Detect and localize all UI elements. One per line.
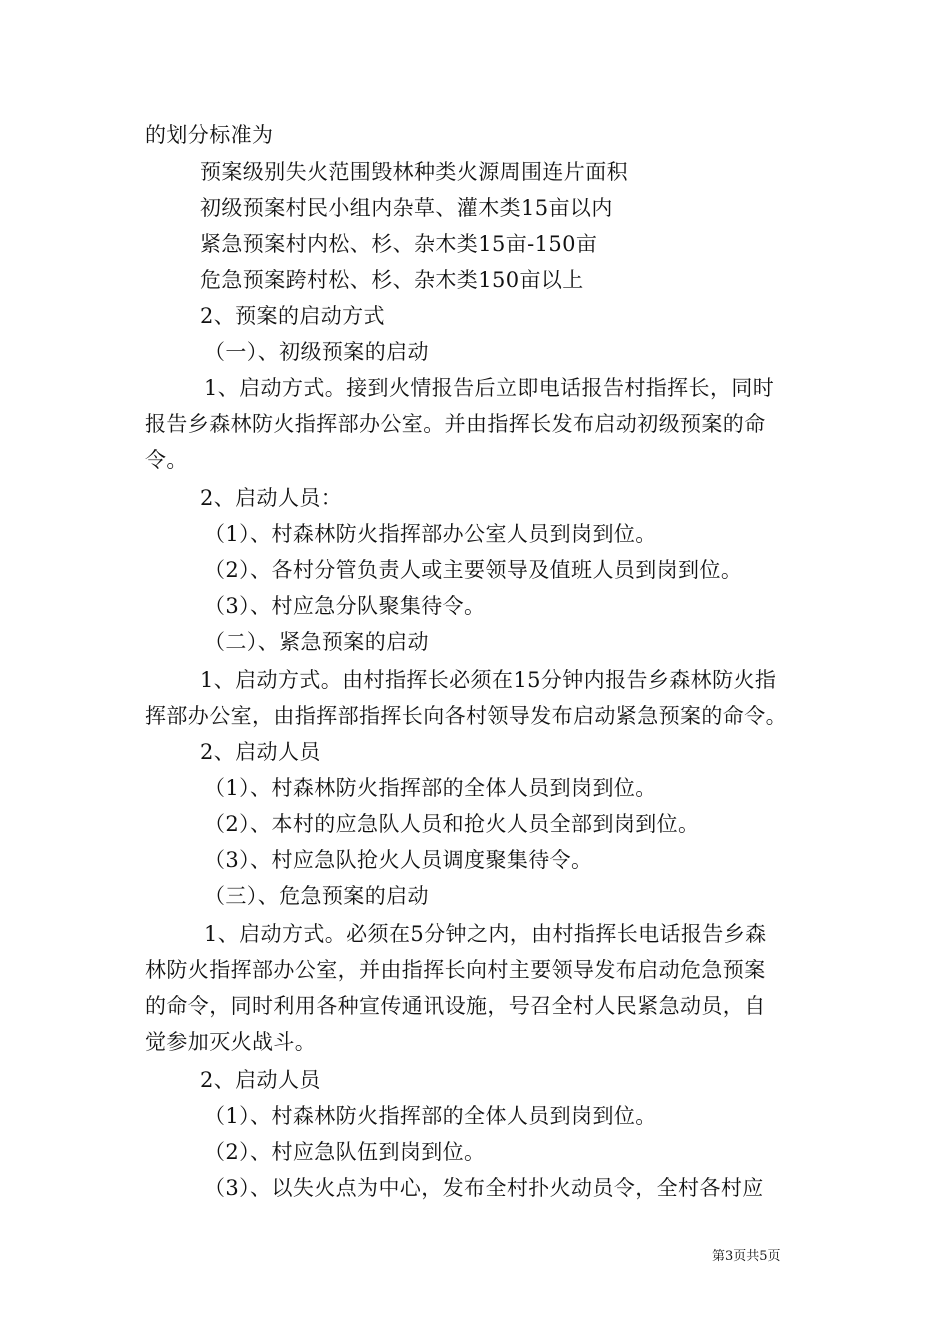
text-line: 1、启动方式。接到火情报告后立即电话报告村指挥长，同时 (204, 376, 775, 400)
text-line: 紧急预案村内松、杉、杂木类15亩-150亩 (200, 232, 598, 256)
text-line: （一）、初级预案的启动 (204, 340, 429, 364)
text-line: 的命令，同时利用各种宣传通讯设施，号召全村人民紧急动员，自 (145, 994, 766, 1018)
text-line: （2）、各村分管负责人或主要领导及值班人员到岗到位。 (204, 558, 743, 582)
text-line: （2）、本村的应急队人员和抢火人员全部到岗到位。 (204, 812, 700, 836)
text-line: 2、启动人员 (200, 1068, 321, 1092)
text-line: 觉参加灭火战斗。 (145, 1030, 317, 1054)
text-line: （三）、危急预案的启动 (204, 884, 429, 908)
text-line: （1）、村森林防火指挥部的全体人员到岗到位。 (204, 776, 657, 800)
text-line: （2）、村应急队伍到岗到位。 (204, 1140, 486, 1164)
text-line: 挥部办公室，由指挥部指挥长向各村领导发布启动紧急预案的命令。 (145, 704, 787, 728)
text-line: （二）、紧急预案的启动 (204, 630, 429, 654)
text-line: 的划分标准为 (145, 123, 274, 147)
text-line: （1）、村森林防火指挥部的全体人员到岗到位。 (204, 1104, 657, 1128)
text-line: 2、启动人员 (200, 740, 321, 764)
text-line: （3）、村应急队抢火人员调度聚集待令。 (204, 848, 593, 872)
text-line: 2、启动人员： (200, 486, 343, 510)
text-line: 预案级别失火范围毁林种类火源周围连片面积 (200, 160, 628, 184)
text-line: （3）、村应急分队聚集待令。 (204, 594, 486, 618)
text-line: （3）、以失火点为中心，发布全村扑火动员令，全村各村应 (204, 1176, 764, 1200)
text-line: 初级预案村民小组内杂草、灌木类15亩以内 (200, 196, 613, 220)
text-line: （1）、村森林防火指挥部办公室人员到岗到位。 (204, 522, 657, 546)
page-number: 第3页共5页 (712, 1249, 781, 1264)
text-line: 报告乡森林防火指挥部办公室。并由指挥长发布启动初级预案的命 (145, 412, 766, 436)
text-line: 1、启动方式。必须在5分钟之内，由村指挥长电话报告乡森 (204, 922, 767, 946)
text-line: 林防火指挥部办公室，并由指挥长向村主要领导发布启动危急预案 (145, 958, 766, 982)
text-line: 1、启动方式。由村指挥长必须在15分钟内报告乡森林防火指 (200, 668, 777, 692)
text-line: 2、预案的启动方式 (200, 304, 385, 328)
text-line: 令。 (145, 448, 188, 472)
text-line: 危急预案跨村松、杉、杂木类150亩以上 (200, 268, 584, 292)
